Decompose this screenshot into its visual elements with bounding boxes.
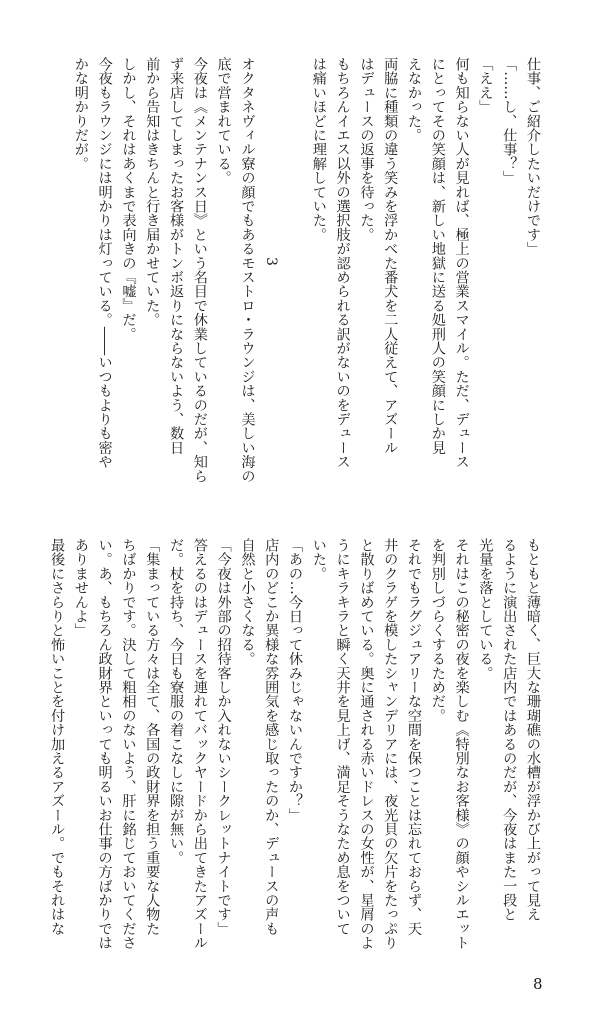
text-line: るように演出された店内ではあるのだが、今夜はまた一段と	[501, 538, 518, 922]
text-line: 光量を落としている。	[477, 538, 494, 680]
text-line: 「集まっている方々は全て、各国の政財界を担う重要な人物た	[144, 538, 161, 936]
text-line: 店内のどこか異様な雰囲気を感じ取ったのか、デュースの声も	[263, 538, 280, 936]
text-line: 底で営まれている。	[215, 57, 232, 185]
text-line: オクタネヴィル寮の顔でもあるモストロ・ラウンジは、美しい海の	[239, 57, 256, 483]
text-line: それはこの秘密の夜を楽しむ《特別なお客様》の顔やシルエット	[453, 538, 470, 950]
text-line: いた。	[310, 538, 327, 581]
text-line: 「あの…今日って休みじゃないんですか？」	[287, 538, 304, 822]
top-text-block	[68, 57, 544, 483]
text-line: 最後にさらりと怖いことを付け加えるアズール。でもそれはな	[49, 538, 66, 936]
text-line: 自然と小さくなる。	[239, 538, 256, 666]
text-line: もともと薄暗く、巨大な珊瑚礁の水槽が浮かび上がって見え	[525, 538, 541, 922]
text-line: にとってその笑顔は、新しい地獄に送る処刑人の笑顔にしか見	[429, 57, 446, 455]
text-line	[282, 57, 306, 477]
text-line: うにキラキラと瞬く天井を見上げ、満足そうなため息をついて	[334, 538, 351, 936]
text-line: 前から告知はきちんと行き届かせていた。	[144, 57, 161, 327]
text-line: 両脇に種類の違う笑みを浮かべた番犬を二人従えて、アズール	[382, 57, 399, 455]
text-line: 井のクラゲを模したシャンデリアには、夜光貝の欠片をたっぷり	[382, 538, 399, 950]
text-line: 「今夜は外部の招待客しか入れないシークレットナイトです」	[215, 538, 232, 936]
text-line: だ。杖を持ち、今日も寮服の着こなしに隙が無い。	[168, 538, 185, 865]
text-line: 仕事、ご紹介したいだけです」	[525, 57, 541, 256]
text-line: と散りばめている。奥に通される赤いドレスの女性が、星屑のよ	[358, 538, 375, 950]
text-line: 何も知らない人が見れば、極上の営業スマイル。ただ、デュース	[453, 57, 470, 469]
text-line: い。あ、もちろん政財界といっても明るいお仕事の方ばかりでは	[96, 538, 113, 950]
text-line: かな明かりだが。	[72, 57, 89, 171]
text-line: は痛いほどに理解していた。	[310, 57, 327, 242]
text-line: ありませんよ」	[72, 538, 89, 638]
text-line: 「……し、仕事？」	[501, 57, 518, 185]
bottom-text-block	[44, 538, 544, 958]
text-line: ず来店してしまったお客様がトンボ返りにならないよう、数日	[168, 57, 185, 455]
page-number: 8	[533, 975, 543, 993]
text-line: 答えるのはデュースを連れてバックヤードから出てきたアズール	[191, 538, 208, 950]
text-line: えなかった。	[406, 57, 423, 143]
text-line: それでもラグジュアリーな空間を保つことは忘れておらず、天	[406, 538, 423, 936]
text-line: 「ええ」	[477, 57, 494, 114]
text-line: 今夜もラウンジには明かりは灯っている。――いつもよりも密や	[96, 57, 113, 469]
text-line: を判別しづらくするためだ。	[429, 538, 446, 723]
chapter-number: 3	[263, 257, 280, 266]
text-line: しかし、それはあくまで表向きの『嘘』だ。	[120, 57, 137, 341]
text-line: もちろんイエス以外の選択肢が認められる訳がないのをデュース	[334, 57, 351, 469]
text-line: ちばかりです。決して粗相のないよう、肝に銘じておいてくださ	[120, 538, 137, 950]
text-line: 今夜は《メンテナンス日》という名目で休業しているのだが、知ら	[191, 57, 208, 483]
text-line: はデュースの返事を待った。	[358, 57, 375, 242]
